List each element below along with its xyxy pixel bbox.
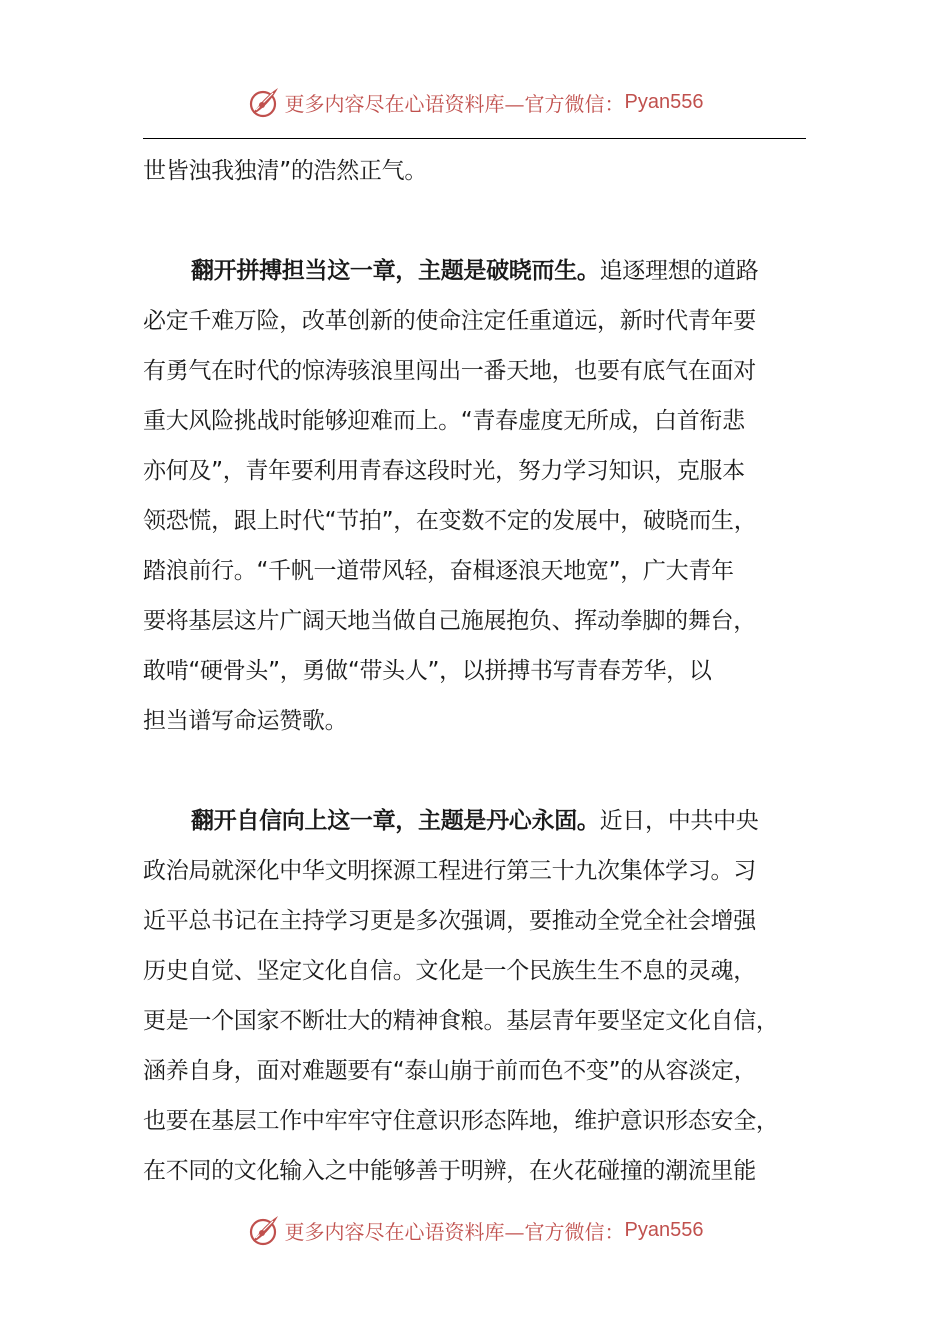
text-line: 亦何及”，青年要利用青春这段时光，努力学习知识，克服本 bbox=[143, 458, 745, 484]
quill-pen-logo-icon bbox=[247, 85, 281, 119]
text-line: 世皆浊我独清”的浩然正气。 bbox=[143, 158, 428, 184]
paragraph-first-line-text: 近日，中共中央 bbox=[599, 808, 759, 834]
header-divider bbox=[143, 138, 806, 139]
text-line: 要将基层这片广阔天地当做自己施展抱负、挥动拳脚的舞台， bbox=[143, 608, 756, 634]
paragraph-gap bbox=[143, 746, 807, 796]
text-line: 也要在基层工作中牢牢守住意识形态阵地，维护意识形态安全， bbox=[143, 1108, 779, 1134]
paragraph-first-line bbox=[143, 246, 807, 296]
text-line: 有勇气在时代的惊涛骇浪里闯出一番天地，也要有底气在面对 bbox=[143, 358, 756, 384]
text-line: 在不同的文化输入之中能够善于明辨，在火花碰撞的潮流里能 bbox=[143, 1158, 756, 1184]
text-line: 更是一个国家不断壮大的精神食粮。基层青年要坚定文化自信， bbox=[143, 1008, 779, 1034]
text-line: 领恐慌，跟上时代“节拍”，在变数不定的发展中，破晓而生， bbox=[143, 508, 757, 534]
paragraph-lead-heading: 翻开自信向上这一章，主题是丹心永固。 bbox=[191, 808, 600, 834]
text-line: 敢啃“硬骨头”，勇做“带头人”，以拼搏书写青春芳华，以 bbox=[143, 658, 712, 684]
banner-wechat-id: Pyan556 bbox=[624, 90, 704, 113]
text-line: 政治局就深化中华文明探源工程进行第三十九次集体学习。习 bbox=[143, 858, 756, 884]
text-line: 近平总书记在主持学习更是多次强调，要推动全党全社会增强 bbox=[143, 908, 756, 934]
banner-text: 更多内容尽在心语资料库—官方微信： bbox=[284, 1219, 625, 1244]
paragraph-gap bbox=[143, 196, 807, 246]
paragraph-lead-heading: 翻开拼搏担当这一章，主题是破晓而生。 bbox=[191, 258, 600, 284]
text-line: 担当谱写命运赞歌。 bbox=[143, 708, 348, 734]
document-body bbox=[143, 146, 807, 1196]
banner-wechat-id: Pyan556 bbox=[624, 1218, 704, 1241]
text-line: 历史自觉、坚定文化自信。文化是一个民族生生不息的灵魂， bbox=[143, 958, 756, 984]
text-line: 涵养自身，面对难题要有“泰山崩于前而色不变”的从容淡定， bbox=[143, 1058, 757, 1084]
header-banner bbox=[0, 82, 950, 122]
footer-banner bbox=[0, 1210, 950, 1250]
banner-text: 更多内容尽在心语资料库—官方微信： bbox=[284, 91, 625, 116]
paragraph-first-line bbox=[143, 796, 807, 846]
text-line: 必定千难万险，改革创新的使命注定任重道远，新时代青年要 bbox=[143, 308, 756, 334]
text-line: 踏浪前行。“千帆一道带风轻，奋楫逐浪天地宽”，广大青年 bbox=[143, 558, 734, 584]
text-line: 重大风险挑战时能够迎难而上。“青春虚度无所成，白首衔悲 bbox=[143, 408, 745, 434]
quill-pen-logo-icon bbox=[247, 1213, 281, 1247]
paragraph-first-line-text: 追逐理想的道路 bbox=[599, 258, 759, 284]
